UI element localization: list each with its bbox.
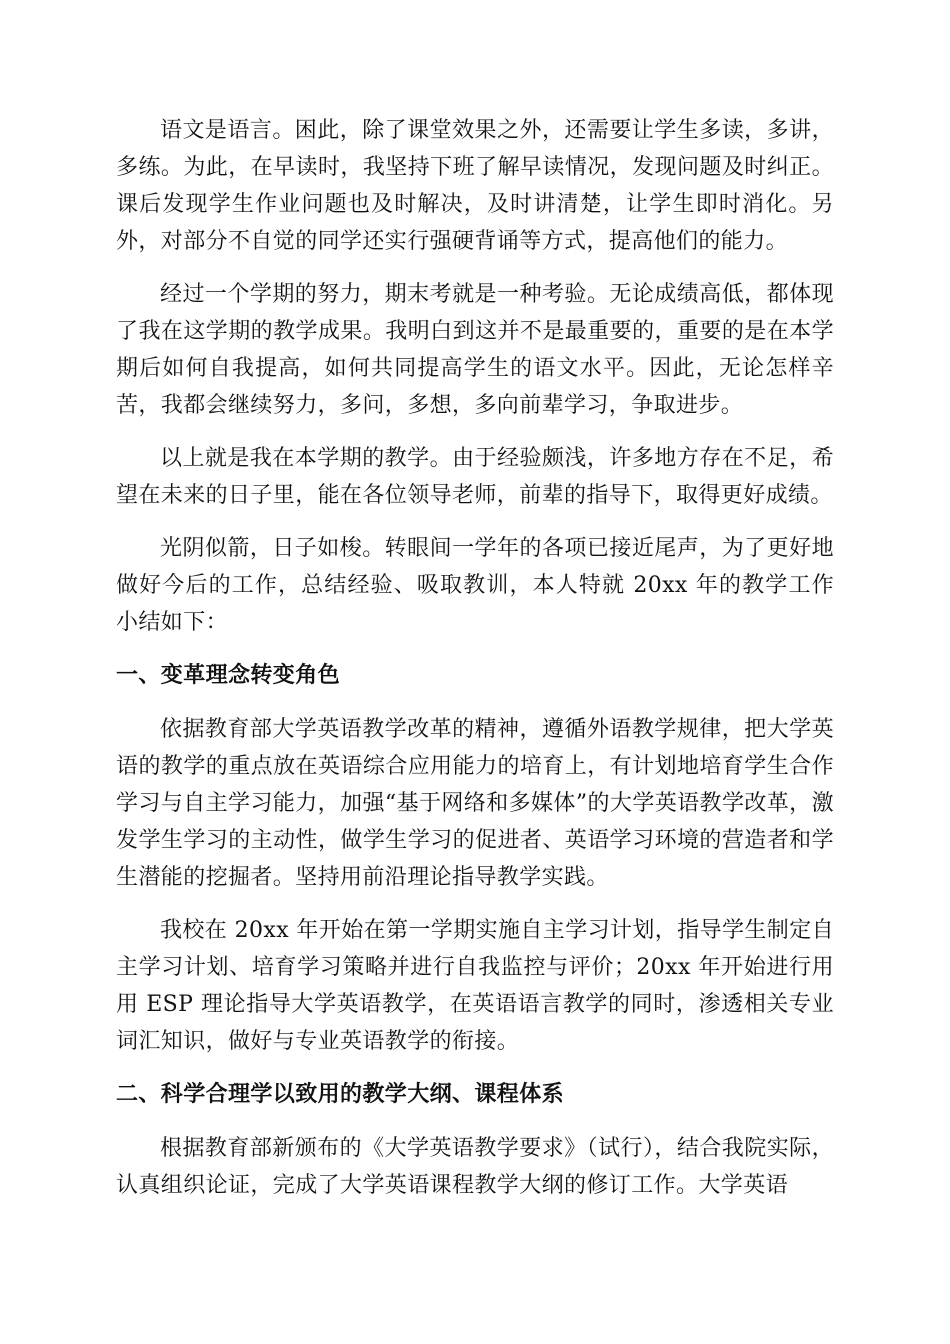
document-body	[116, 112, 834, 1220]
paragraph-semester-exam: 经过一个学期的努力，期末考就是一种考验。无论成绩高低，都体现了我在这学期的教学成果。我明白到这并不是最重要的，重要的是在本学期后如何自我提高，如何共同提高学生的语文水平。因此，无论怎样辛苦，我都会继续努力，多问，多想，多向前辈学习，争取进步。	[116, 282, 834, 418]
paragraph-reading-practice: 语文是语言。困此，除了课堂效果之外，还需要让学生多读，多讲，多练。为此，在早读时，我坚持下班了解早读情况，发现问题及时纠正。课后发现学生作业问题也及时解决，及时讲清楚，让学生即时消化。另外，对部分不自觉的同学还实行强硬背诵等方式，提高他们的能力。	[116, 118, 834, 254]
paragraph-section2-syllabus: 根据教育部新颁布的《大学英语教学要求》（试行），结合我院实际，认真组织论证，完成了大学英语课程教学大纲的修订工作。大学英语	[116, 1136, 834, 1198]
section-heading-2: 二、科学合理学以致用的教学大纲、课程体系	[116, 1082, 565, 1107]
paragraph-section1-autonomy: 我校在 20xx 年开始在第一学期实施自主学习计划，指导学生制定自主学习计划、培育学习策略并进行自我监控与评价；20xx 年开始进行用用 ESP 理论指导大学英语教学，在英语语言教学的同时，渗透相关专业词汇知识，做好与专业英语教学的衔接。	[116, 918, 834, 1054]
paragraph-section1-reform: 依据教育部大学英语教学改革的精神，遵循外语教学规律，把大学英语的教学的重点放在英语综合应用能力的培育上，有计划地培育学生合作学习与自主学习能力，加强“基于网络和多媒体”的大学英语教学改革，激发学生学习的主动性，做学生学习的促进者、英语学习环境的营造者和学生潜能的挖掘者。坚持用前沿理论指导教学实践。	[116, 717, 834, 890]
paragraph-summary: 以上就是我在本学期的教学。由于经验颇浅，许多地方存在不足，希望在未来的日子里，能在各位领导老师，前辈的指导下，取得更好成绩。	[116, 446, 834, 508]
section-heading-1: 一、变革理念转变角色	[116, 663, 341, 688]
paragraph-year-intro: 光阴似箭，日子如梭。转眼间一学年的各项已接近尾声，为了更好地做好今后的工作，总结经验、吸取教训，本人特就 20xx 年的教学工作小结如下：	[116, 536, 834, 635]
